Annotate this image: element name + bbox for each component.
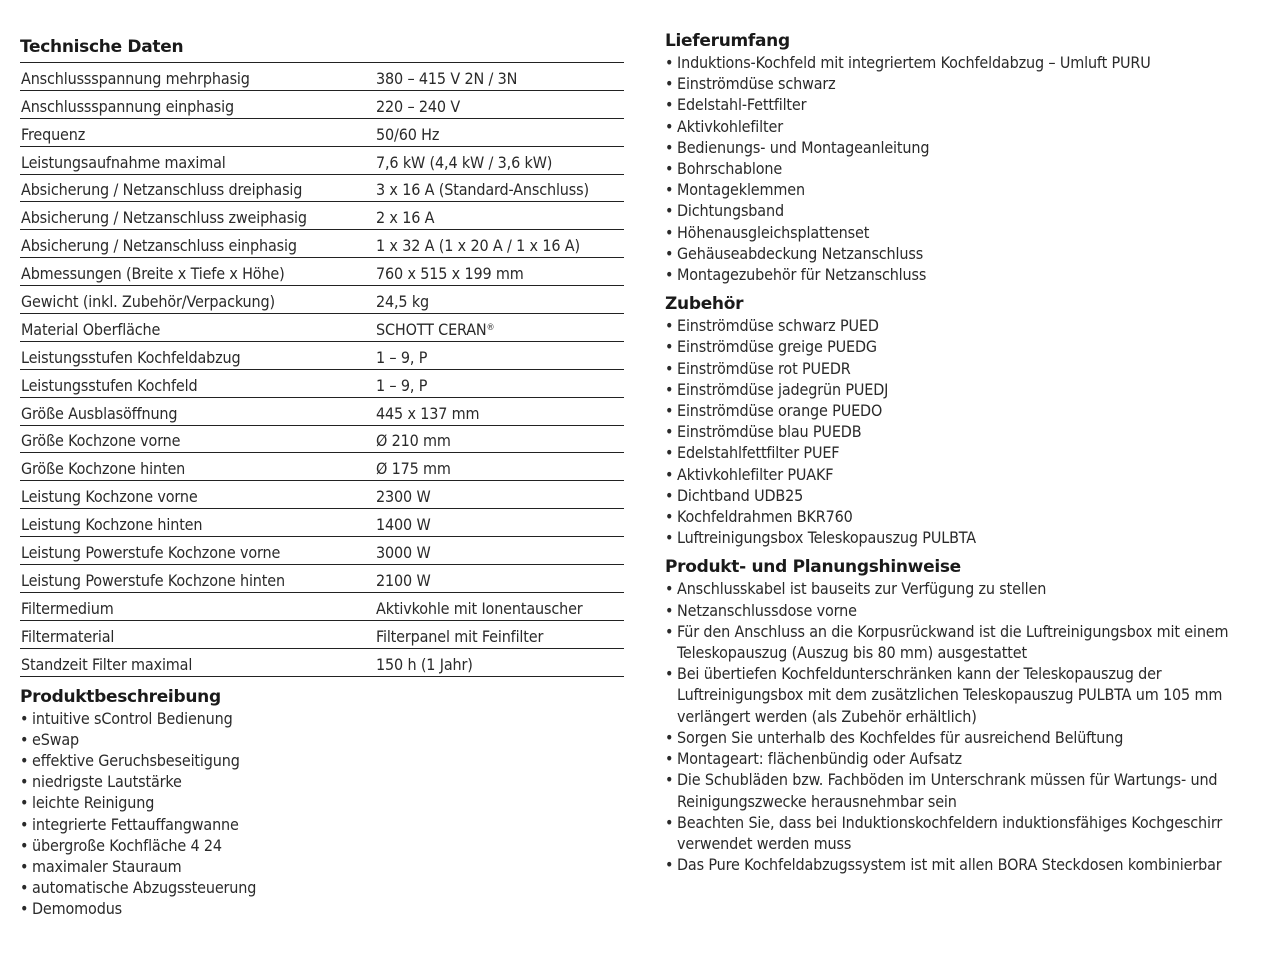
- list-item-line: Sorgen Sie unterhalb des Kochfeldes für ausreichend Belüftung: [677, 727, 1124, 747]
- bullet-icon: •: [665, 379, 674, 399]
- spec-row: [20, 202, 624, 230]
- list-item-text: leichte Reinigung: [32, 793, 155, 813]
- spec-row: [20, 342, 624, 370]
- list-item-line: Kochfeldrahmen BKR760: [677, 507, 853, 527]
- bullet-icon: •: [665, 464, 674, 484]
- spec-value: [376, 375, 624, 397]
- spec-value: [376, 514, 624, 536]
- spec-value: [376, 124, 624, 146]
- list-item: [20, 877, 624, 898]
- spec-label: Absicherung / Netzanschluss zweiphasig: [21, 208, 307, 228]
- list-item-line: Einströmdüse rot PUEDR: [677, 358, 851, 378]
- bullet-icon: •: [20, 835, 29, 855]
- list-item: [665, 379, 1265, 400]
- spec-row: [20, 649, 624, 677]
- hinweise-heading: Produkt- und Planungshinweise: [665, 557, 961, 578]
- bullet-icon: •: [665, 422, 674, 442]
- list-item: [665, 442, 1265, 463]
- spec-label: Leistungsstufen Kochfeldabzug: [21, 347, 241, 367]
- spec-row: [20, 453, 624, 481]
- spec-row: [20, 593, 624, 621]
- bullet-icon: •: [665, 316, 674, 336]
- list-item-line: Bohrschablone: [677, 159, 783, 179]
- bullet-icon: •: [20, 878, 29, 898]
- list-item-line: Teleskopauszug (Auszug bis 80 mm) ausgestattet: [677, 643, 1027, 663]
- spec-value: [376, 68, 624, 90]
- bullet-icon: •: [665, 855, 674, 875]
- spec-value-text: 760 x 515 x 199 mm: [376, 264, 524, 284]
- list-item: [665, 358, 1265, 379]
- list-item: [665, 336, 1265, 357]
- bullet-icon: •: [20, 772, 29, 792]
- bullet-icon: •: [665, 265, 674, 285]
- list-item-line: Edelstahl-Fettfilter: [677, 95, 807, 115]
- lieferumfang-heading: Lieferumfang: [665, 31, 790, 51]
- list-item-text: effektive Geruchsbeseitigung: [32, 751, 240, 770]
- bullet-icon: •: [665, 95, 674, 115]
- list-item-line: Bei übertiefen Kochfeldunterschränken kann der Teleskopauszug der: [677, 664, 1162, 684]
- list-item: [665, 600, 1265, 621]
- spec-label: Anschlussspannung mehrphasig: [21, 68, 250, 88]
- spec-row: [20, 258, 624, 286]
- bullet-icon: •: [665, 401, 674, 421]
- list-item: [665, 400, 1265, 421]
- bullet-icon: •: [665, 358, 674, 378]
- spec-value-text: 24,5 kg: [376, 292, 430, 312]
- list-item: [665, 222, 1265, 243]
- bullet-icon: •: [665, 812, 674, 832]
- registered-mark: ®: [486, 322, 495, 333]
- list-item-line: Einströmdüse blau PUEDB: [677, 422, 862, 442]
- spec-row: [20, 119, 624, 147]
- list-item: [665, 264, 1265, 285]
- bullet-icon: •: [665, 222, 674, 242]
- list-item-text: automatische Abzugssteuerung: [32, 878, 257, 898]
- bullet-icon: •: [20, 729, 29, 749]
- list-item-line: Bedienungs- und Montageanleitung: [677, 137, 930, 157]
- spec-value: [376, 96, 624, 118]
- list-item: [20, 898, 624, 919]
- list-item-line: Einströmdüse schwarz: [677, 74, 836, 94]
- list-item-text: integrierte Fettauffangwanne: [32, 814, 239, 834]
- spec-value: [376, 152, 624, 174]
- list-item-line: Montageklemmen: [677, 180, 805, 200]
- spec-label: Größe Kochzone vorne: [21, 431, 181, 451]
- right-column: [665, 30, 1265, 875]
- bullet-icon: •: [665, 201, 674, 221]
- spec-label: Anschlussspannung einphasig: [21, 96, 234, 116]
- list-item: [665, 52, 1265, 73]
- list-item: [665, 485, 1265, 506]
- list-item: [665, 578, 1265, 599]
- spec-value-text: 3 x 16 A (Standard-Anschluss): [376, 180, 589, 200]
- list-item-line: Edelstahlfettfilter PUEF: [677, 443, 840, 463]
- spec-label: Material Oberfläche: [21, 319, 161, 339]
- bullet-icon: •: [20, 857, 29, 877]
- list-item-line: Netzanschlussdose vorne: [677, 600, 857, 620]
- list-item: [20, 708, 624, 729]
- spec-value: [376, 291, 624, 313]
- bullet-icon: •: [665, 770, 674, 790]
- list-item: [20, 771, 624, 792]
- spec-value: [376, 207, 624, 229]
- lieferumfang-list: [665, 52, 1265, 285]
- bullet-icon: •: [20, 899, 29, 919]
- bullet-icon: •: [20, 793, 29, 813]
- list-item: [665, 769, 1265, 811]
- bullet-icon: •: [665, 507, 674, 527]
- list-item-line: Die Schubläden bzw. Fachböden im Unterschrank müssen für Wartungs- und: [677, 770, 1218, 790]
- spec-row: [20, 398, 624, 426]
- spec-row: [20, 230, 624, 258]
- list-item: [20, 856, 624, 877]
- spec-label: Leistung Powerstufe Kochzone hinten: [21, 570, 285, 590]
- left-column: [20, 36, 624, 920]
- spec-value-text: 2300 W: [376, 487, 431, 507]
- spec-value-text: 220 – 240 V: [376, 96, 461, 116]
- spec-value-text: 1400 W: [376, 515, 431, 535]
- bullet-icon: •: [665, 180, 674, 200]
- list-item-line: Reinigungszwecke herausnehmbar sein: [677, 791, 957, 811]
- list-item-text: übergroße Kochfläche 4 24: [32, 835, 222, 855]
- list-item: [665, 464, 1265, 485]
- spec-value-text: 3000 W: [376, 543, 431, 563]
- bullet-icon: •: [665, 749, 674, 769]
- bullet-icon: •: [665, 74, 674, 94]
- produktbeschreibung-list: [20, 708, 624, 920]
- spec-value-text: SCHOTT CERAN: [376, 319, 487, 339]
- list-item-line: Aktivkohlefilter PUAKF: [677, 464, 834, 484]
- list-item: [665, 94, 1265, 115]
- spec-value-text: 380 – 415 V 2N / 3N: [376, 68, 518, 88]
- bullet-icon: •: [665, 137, 674, 157]
- spec-value: [376, 403, 624, 425]
- bullet-icon: •: [665, 485, 674, 505]
- list-item-line: Luftreinigungsbox mit dem zusätzlichen Teleskopauszug PULBTA um 105 mm: [677, 685, 1223, 705]
- list-item: [20, 792, 624, 813]
- list-item: [665, 621, 1265, 663]
- list-item-line: Einströmdüse orange PUEDO: [677, 401, 883, 421]
- spec-value-text: 1 – 9, P: [376, 347, 428, 367]
- spec-value: [376, 430, 624, 452]
- list-item-line: Beachten Sie, dass bei Induktionskochfeldern induktionsfähiges Kochgeschirr: [677, 812, 1223, 832]
- spec-value: [376, 486, 624, 508]
- list-item: [665, 137, 1265, 158]
- spec-label: Größe Kochzone hinten: [21, 459, 186, 479]
- list-item: [665, 663, 1265, 727]
- list-item: [665, 506, 1265, 527]
- list-item-line: Anschlusskabel ist bauseits zur Verfügung zu stellen: [677, 579, 1047, 599]
- spec-label: Abmessungen (Breite x Tiefe x Höhe): [21, 264, 285, 284]
- list-item-line: Montagezubehör für Netzanschluss: [677, 265, 927, 285]
- list-item-line: verlängert werden (als Zubehör erhältlich): [677, 706, 977, 726]
- list-item-text: niedrigste Lautstärke: [32, 772, 182, 792]
- spec-value: [376, 542, 624, 564]
- bullet-icon: •: [20, 708, 29, 728]
- list-item-line: Luftreinigungsbox Teleskopauszug PULBTA: [677, 528, 976, 548]
- bullet-icon: •: [665, 53, 674, 72]
- spec-label: Absicherung / Netzanschluss einphasig: [21, 236, 297, 256]
- bullet-icon: •: [665, 664, 674, 684]
- spec-row: [20, 426, 624, 454]
- technische-daten-heading: Technische Daten: [20, 37, 184, 57]
- spec-value: [376, 319, 624, 341]
- spec-value-text: 2 x 16 A: [376, 208, 435, 228]
- spec-value-text: Ø 175 mm: [376, 459, 451, 479]
- spec-row: [20, 481, 624, 509]
- spec-value-text: 150 h (1 Jahr): [376, 654, 473, 674]
- spec-value-text: 50/60 Hz: [376, 124, 440, 144]
- produktbeschreibung-heading: Produktbeschreibung: [20, 686, 221, 707]
- list-item-line: Gehäuseabdeckung Netzanschluss: [677, 243, 924, 263]
- spec-value: [376, 626, 624, 648]
- list-item: [665, 200, 1265, 221]
- list-item: [665, 315, 1265, 336]
- spec-label: Frequenz: [21, 124, 86, 144]
- hinweise-list: [665, 578, 1265, 875]
- spec-label: Größe Ausblasöffnung: [21, 403, 178, 423]
- list-item-line: verwendet werden muss: [677, 833, 852, 853]
- list-item-text: Demomodus: [32, 899, 123, 919]
- spec-value: [376, 570, 624, 592]
- spec-label: Leistungsstufen Kochfeld: [21, 375, 198, 395]
- spec-value-text: Filterpanel mit Feinfilter: [376, 626, 544, 646]
- list-item-line: Dichtungsband: [677, 201, 784, 221]
- bullet-icon: •: [665, 116, 674, 136]
- zubehoer-heading: Zubehör: [665, 294, 744, 315]
- list-item-line: Einströmdüse schwarz PUED: [677, 316, 879, 336]
- spec-row: [20, 175, 624, 203]
- bullet-icon: •: [665, 528, 674, 548]
- spec-label: Standzeit Filter maximal: [21, 654, 193, 674]
- list-item: [665, 158, 1265, 179]
- list-item: [665, 527, 1265, 548]
- list-item-line: Für den Anschluss an die Korpusrückwand ist die Luftreinigungsbox mit einem: [677, 621, 1229, 641]
- bullet-icon: •: [665, 600, 674, 620]
- spec-row: [20, 314, 624, 342]
- zubehoer-list: [665, 315, 1265, 548]
- list-item: [665, 421, 1265, 442]
- list-item: [665, 73, 1265, 94]
- spec-label: Leistungsaufnahme maximal: [21, 152, 226, 172]
- spec-label: Leistung Kochzone vorne: [21, 487, 198, 507]
- list-item: [20, 835, 624, 856]
- spec-value: [376, 458, 624, 480]
- list-item: [20, 750, 624, 771]
- list-item: [665, 812, 1265, 854]
- spec-value-text: Aktivkohle mit Ionentauscher: [376, 598, 583, 618]
- spec-value: [376, 598, 624, 620]
- list-item-text: eSwap: [32, 729, 79, 749]
- list-item: [665, 116, 1265, 137]
- list-item-line: Aktivkohlefilter: [677, 116, 783, 136]
- list-item-line: Höhenausgleichsplattenset: [677, 222, 870, 242]
- spec-row: [20, 147, 624, 175]
- spec-value: [376, 347, 624, 369]
- bullet-icon: •: [665, 621, 674, 641]
- bullet-icon: •: [665, 579, 674, 599]
- list-item-line: Einströmdüse jadegrün PUEDJ: [677, 379, 889, 399]
- spec-row: [20, 370, 624, 398]
- bullet-icon: •: [665, 337, 674, 357]
- spec-value: [376, 179, 624, 201]
- list-item-line: Einströmdüse greige PUEDG: [677, 337, 877, 357]
- list-item-text: intuitive sControl Bedienung: [32, 708, 233, 728]
- spec-label: Filtermedium: [21, 598, 114, 618]
- spec-label: Leistung Kochzone hinten: [21, 515, 203, 535]
- spec-label: Leistung Powerstufe Kochzone vorne: [21, 543, 281, 563]
- list-item-line: Dichtband UDB25: [677, 485, 804, 505]
- spec-row: [20, 286, 624, 314]
- spec-value-text: 7,6 kW (4,4 kW / 3,6 kW): [376, 152, 553, 172]
- spec-value-text: 2100 W: [376, 570, 431, 590]
- bullet-icon: •: [665, 443, 674, 463]
- list-item-line: Induktions-Kochfeld mit integriertem Kochfeldabzug – Umluft PURU: [677, 53, 1151, 72]
- list-item: [665, 243, 1265, 264]
- list-item: [20, 814, 624, 835]
- spec-label: Absicherung / Netzanschluss dreiphasig: [21, 180, 303, 200]
- list-item: [665, 854, 1265, 875]
- bullet-icon: •: [20, 751, 29, 770]
- spec-row: [20, 565, 624, 593]
- bullet-icon: •: [20, 814, 29, 834]
- list-item: [665, 179, 1265, 200]
- spec-value-text: 1 – 9, P: [376, 375, 428, 395]
- spec-row: [20, 621, 624, 649]
- bullet-icon: •: [665, 159, 674, 179]
- list-item-line: Montageart: flächenbündig oder Aufsatz: [677, 749, 962, 769]
- list-item: [665, 748, 1265, 769]
- spec-value: [376, 235, 624, 257]
- spec-row: [20, 537, 624, 565]
- spec-value-text: Ø 210 mm: [376, 431, 451, 451]
- spec-label: Filtermaterial: [21, 626, 115, 646]
- spec-value: [376, 654, 624, 676]
- bullet-icon: •: [665, 243, 674, 263]
- list-item: [665, 727, 1265, 748]
- list-item-line: Das Pure Kochfeldabzugssystem ist mit allen BORA Steckdosen kombinierbar: [677, 855, 1222, 875]
- spec-row: [20, 63, 624, 91]
- bullet-icon: •: [665, 727, 674, 747]
- spec-value: [376, 263, 624, 285]
- spec-row: [20, 91, 624, 119]
- spec-value-text: 445 x 137 mm: [376, 403, 480, 423]
- list-item: [20, 729, 624, 750]
- list-item-text: maximaler Stauraum: [32, 857, 182, 877]
- spec-label: Gewicht (inkl. Zubehör/Verpackung): [21, 292, 275, 312]
- spec-value-text: 1 x 32 A (1 x 20 A / 1 x 16 A): [376, 236, 580, 256]
- spec-row: [20, 509, 624, 537]
- spec-table: [20, 62, 624, 677]
